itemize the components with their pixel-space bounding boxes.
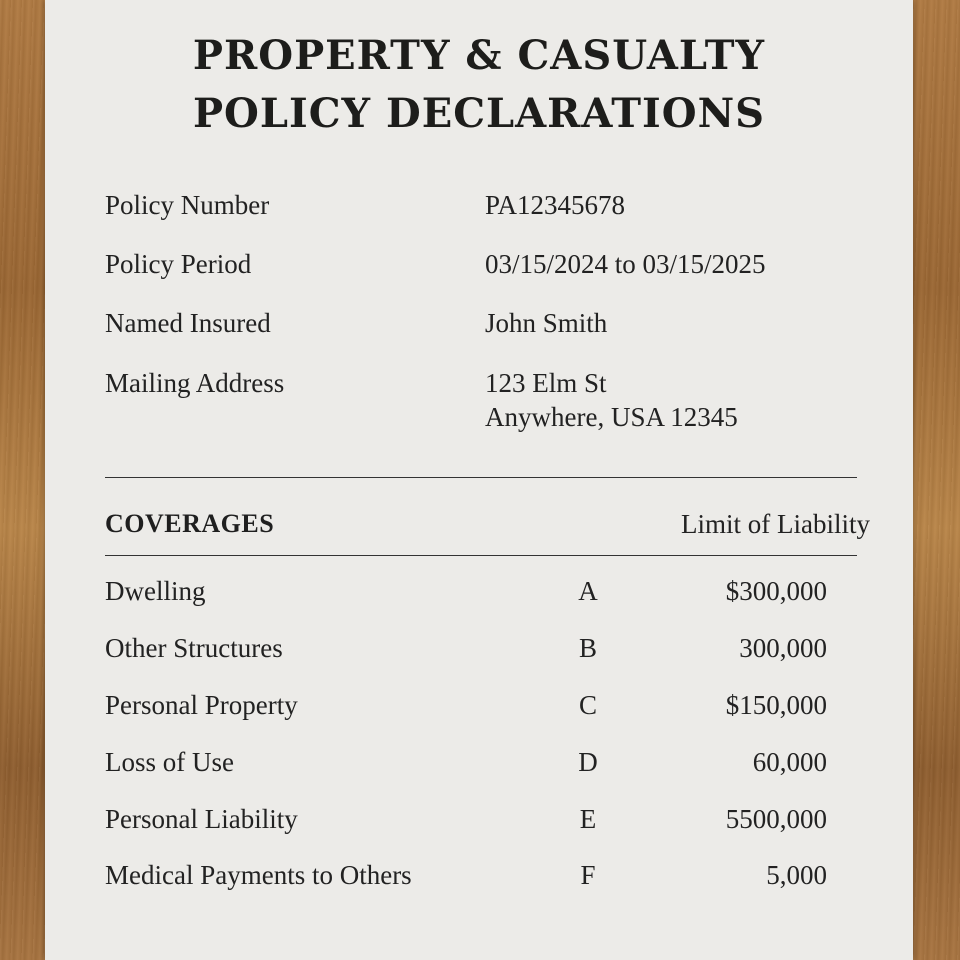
- coverage-name: Personal Property: [105, 690, 298, 720]
- coverage-letter: C: [578, 690, 597, 720]
- coverage-limit: 300,000: [739, 633, 827, 663]
- coverage-limit: $150,000: [725, 690, 827, 720]
- coverage-limit: 5,000: [766, 860, 827, 890]
- mailing-address-line1: 123 Elm St: [485, 368, 607, 398]
- coverage-row: [45, 576, 913, 610]
- policy-number-label: Policy Number: [105, 190, 270, 220]
- policy-period-label: Policy Period: [105, 249, 252, 279]
- coverage-letter: D: [578, 747, 598, 777]
- coverage-row: [45, 860, 913, 894]
- named-insured-value: John Smith: [485, 308, 608, 338]
- coverage-name: Medical Payments to Others: [105, 860, 412, 890]
- coverage-name: Loss of Use: [105, 747, 234, 777]
- declarations-page: [45, 0, 913, 960]
- limit-of-liability-heading: Limit of Liability: [681, 509, 870, 539]
- coverages-heading: COVERAGES: [105, 509, 275, 538]
- mailing-address-line2: Anywhere, USA 12345: [485, 402, 738, 432]
- coverage-letter: A: [578, 576, 598, 606]
- coverage-row: [45, 690, 913, 724]
- named-insured-label: Named Insured: [105, 308, 271, 338]
- coverage-row: [45, 804, 913, 838]
- coverage-letter: F: [580, 860, 596, 890]
- document-title-line1: PROPERTY & CASUALTY: [192, 32, 766, 79]
- coverage-name: Personal Liability: [105, 804, 298, 834]
- coverages-header-rule: [105, 555, 857, 556]
- coverage-name: Dwelling: [105, 576, 206, 606]
- policy-period-value: 03/15/2024 to 03/15/2025: [485, 249, 766, 279]
- coverage-letter: B: [578, 633, 597, 663]
- coverage-limit: $300,000: [725, 576, 827, 606]
- coverage-row: [45, 633, 913, 667]
- document-title-line2: POLICY DECLARATIONS: [192, 90, 766, 137]
- section-divider: [105, 477, 857, 478]
- coverage-name: Other Structures: [105, 633, 283, 663]
- coverage-limit: 5500,000: [725, 804, 827, 834]
- mailing-address-label: Mailing Address: [105, 368, 285, 398]
- coverage-letter: E: [579, 804, 597, 834]
- coverage-limit: 60,000: [752, 747, 827, 777]
- coverage-row: [45, 747, 913, 781]
- policy-number-value: PA12345678: [485, 190, 626, 220]
